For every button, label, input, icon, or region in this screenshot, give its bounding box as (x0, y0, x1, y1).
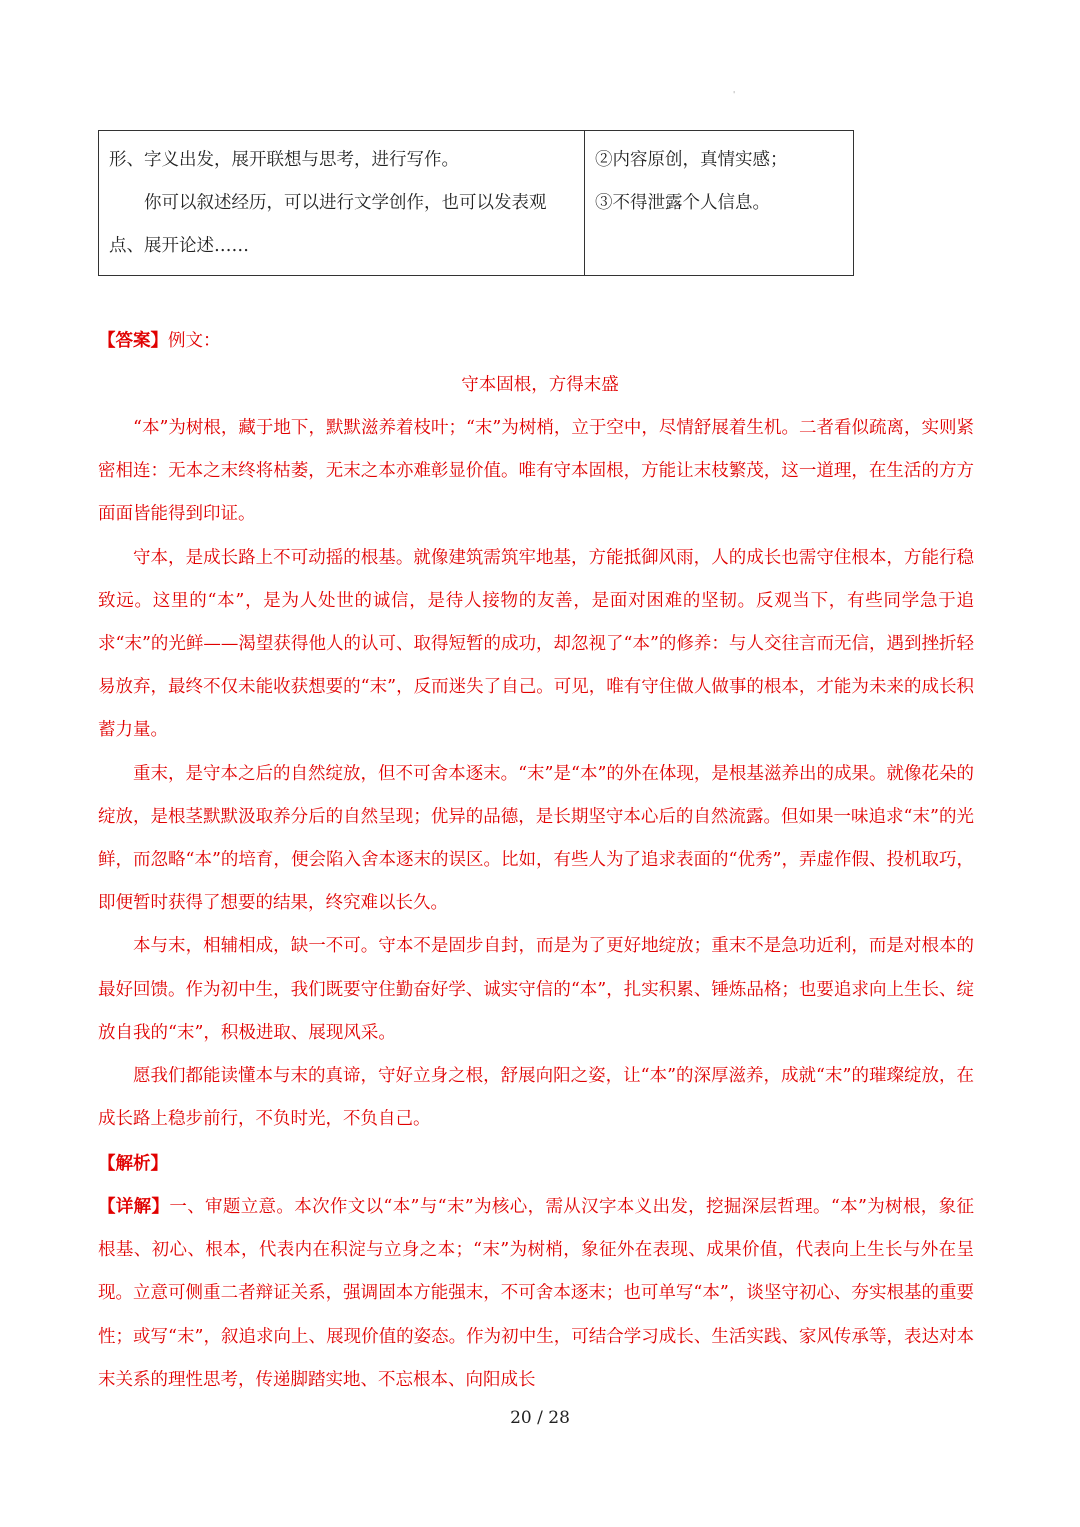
analysis-label: 【解析】 (98, 1154, 168, 1174)
detail-label: 【详解】 (98, 1197, 170, 1217)
essay-body (98, 407, 974, 1141)
prompt-table (98, 130, 854, 276)
answer-intro: 例文： (168, 331, 221, 351)
answer-label: 【答案】 (98, 331, 168, 351)
essay-paragraph: 愿我们都能读懂本与末的真谛，守好立身之根，舒展向阳之姿，让“本”的深厚滋养，成就“末”的璀璨绽放，在成长路上稳步前行，不负时光，不负自己。 (98, 1066, 974, 1130)
requirement-line-2: ③不得泄露个人信息。 (595, 193, 770, 213)
page-number: 20 / 28 (510, 1408, 570, 1428)
essay-paragraph: 本与末，相辅相成，缺一不可。守本不是固步自封，而是为了更好地绽放；重末不是急功近利，而是对根本的最好回馈。作为初中生，我们既要守住勤奋好学、诚实守信的“本”，扎实积累、锤炼品格；也要追求向上生长、绽放自我的“末”，积极进取、展现风采。 (98, 936, 974, 1043)
prompt-line-2: 你可以叙述经历，可以进行文学创作，也可以发表观点、展开论述…… (109, 193, 547, 256)
requirement-line-1: ②内容原创，真情实感； (595, 150, 788, 170)
essay-paragraph: 守本，是成长路上不可动摇的根基。就像建筑需筑牢地基，方能抵御风雨，人的成长也需守住根本，方能行稳致远。这里的“本”，是为人处世的诚信，是待人接物的友善，是面对困难的坚韧。反观当下，有些同学急于追求“末”的光鲜——渴望获得他人的认可、取得短暂的成功，却忽视了“本”的修养：与人交往言而无信，遇到挫折轻易放弃，最终不仅未能收获想要的“末”，反而迷失了自己。可见，唯有守住做人做事的根本，才能为未来的成长积蓄力量。 (98, 547, 974, 741)
answer-heading (98, 320, 221, 363)
prompt-table-right-cell (585, 131, 854, 276)
essay-paragraph: 重末，是守本之后的自然绽放，但不可舍本逐末。“末”是“本”的外在体现，是根基滋养出的成果。就像花朵的绽放，是根茎默默汲取养分后的自然呈现；优异的品德，是长期坚守本心后的自然流露。但如果一味追求“末”的光鲜，而忽略“本”的培育，便会陷入舍本逐末的误区。比如，有些人为了追求表面的“优秀”，弄虚作假、投机取巧，即便暂时获得了想要的结果，终究难以长久。 (98, 763, 974, 914)
analysis-detail (98, 1186, 974, 1402)
detail-text: 一、审题立意。本次作文以“本”与“末”为核心，需从汉字本义出发，挖掘深层哲理。“本”为树根，象征根基、初心、根本，代表内在积淀与立身之本；“末”为树梢，象征外在表现、成果价值，代表向上生长与外在呈现。立意可侧重二者辩证关系，强调固本方能强末，不可舍本逐末；也可单写“本”，谈坚守初心、夯实根基的重要性；或写“末”，叙追求向上、展现价值的姿态。作为初中生，可结合学习成长、生活实践、家风传承等，表达对本末关系的理性思考，传递脚踏实地、不忘根本、向阳成长 (98, 1197, 974, 1390)
essay-paragraph: “本”为树根，藏于地下，默默滋养着枝叶；“末”为树梢，立于空中，尽情舒展着生机。二者看似疏离，实则紧密相连：无本之末终将枯萎，无末之本亦难彰显价值。唯有守本固根，方能让末枝繁茂，这一道理，在生活的方方面面皆能得到印证。 (98, 418, 974, 525)
essay-title: 守本固根，方得末盛 (461, 375, 619, 395)
analysis-heading (98, 1143, 168, 1186)
page-mark: ' (733, 90, 736, 99)
prompt-table-left-cell (99, 131, 585, 276)
prompt-line-1: 形、字义出发，展开联想与思考，进行写作。 (109, 150, 459, 170)
